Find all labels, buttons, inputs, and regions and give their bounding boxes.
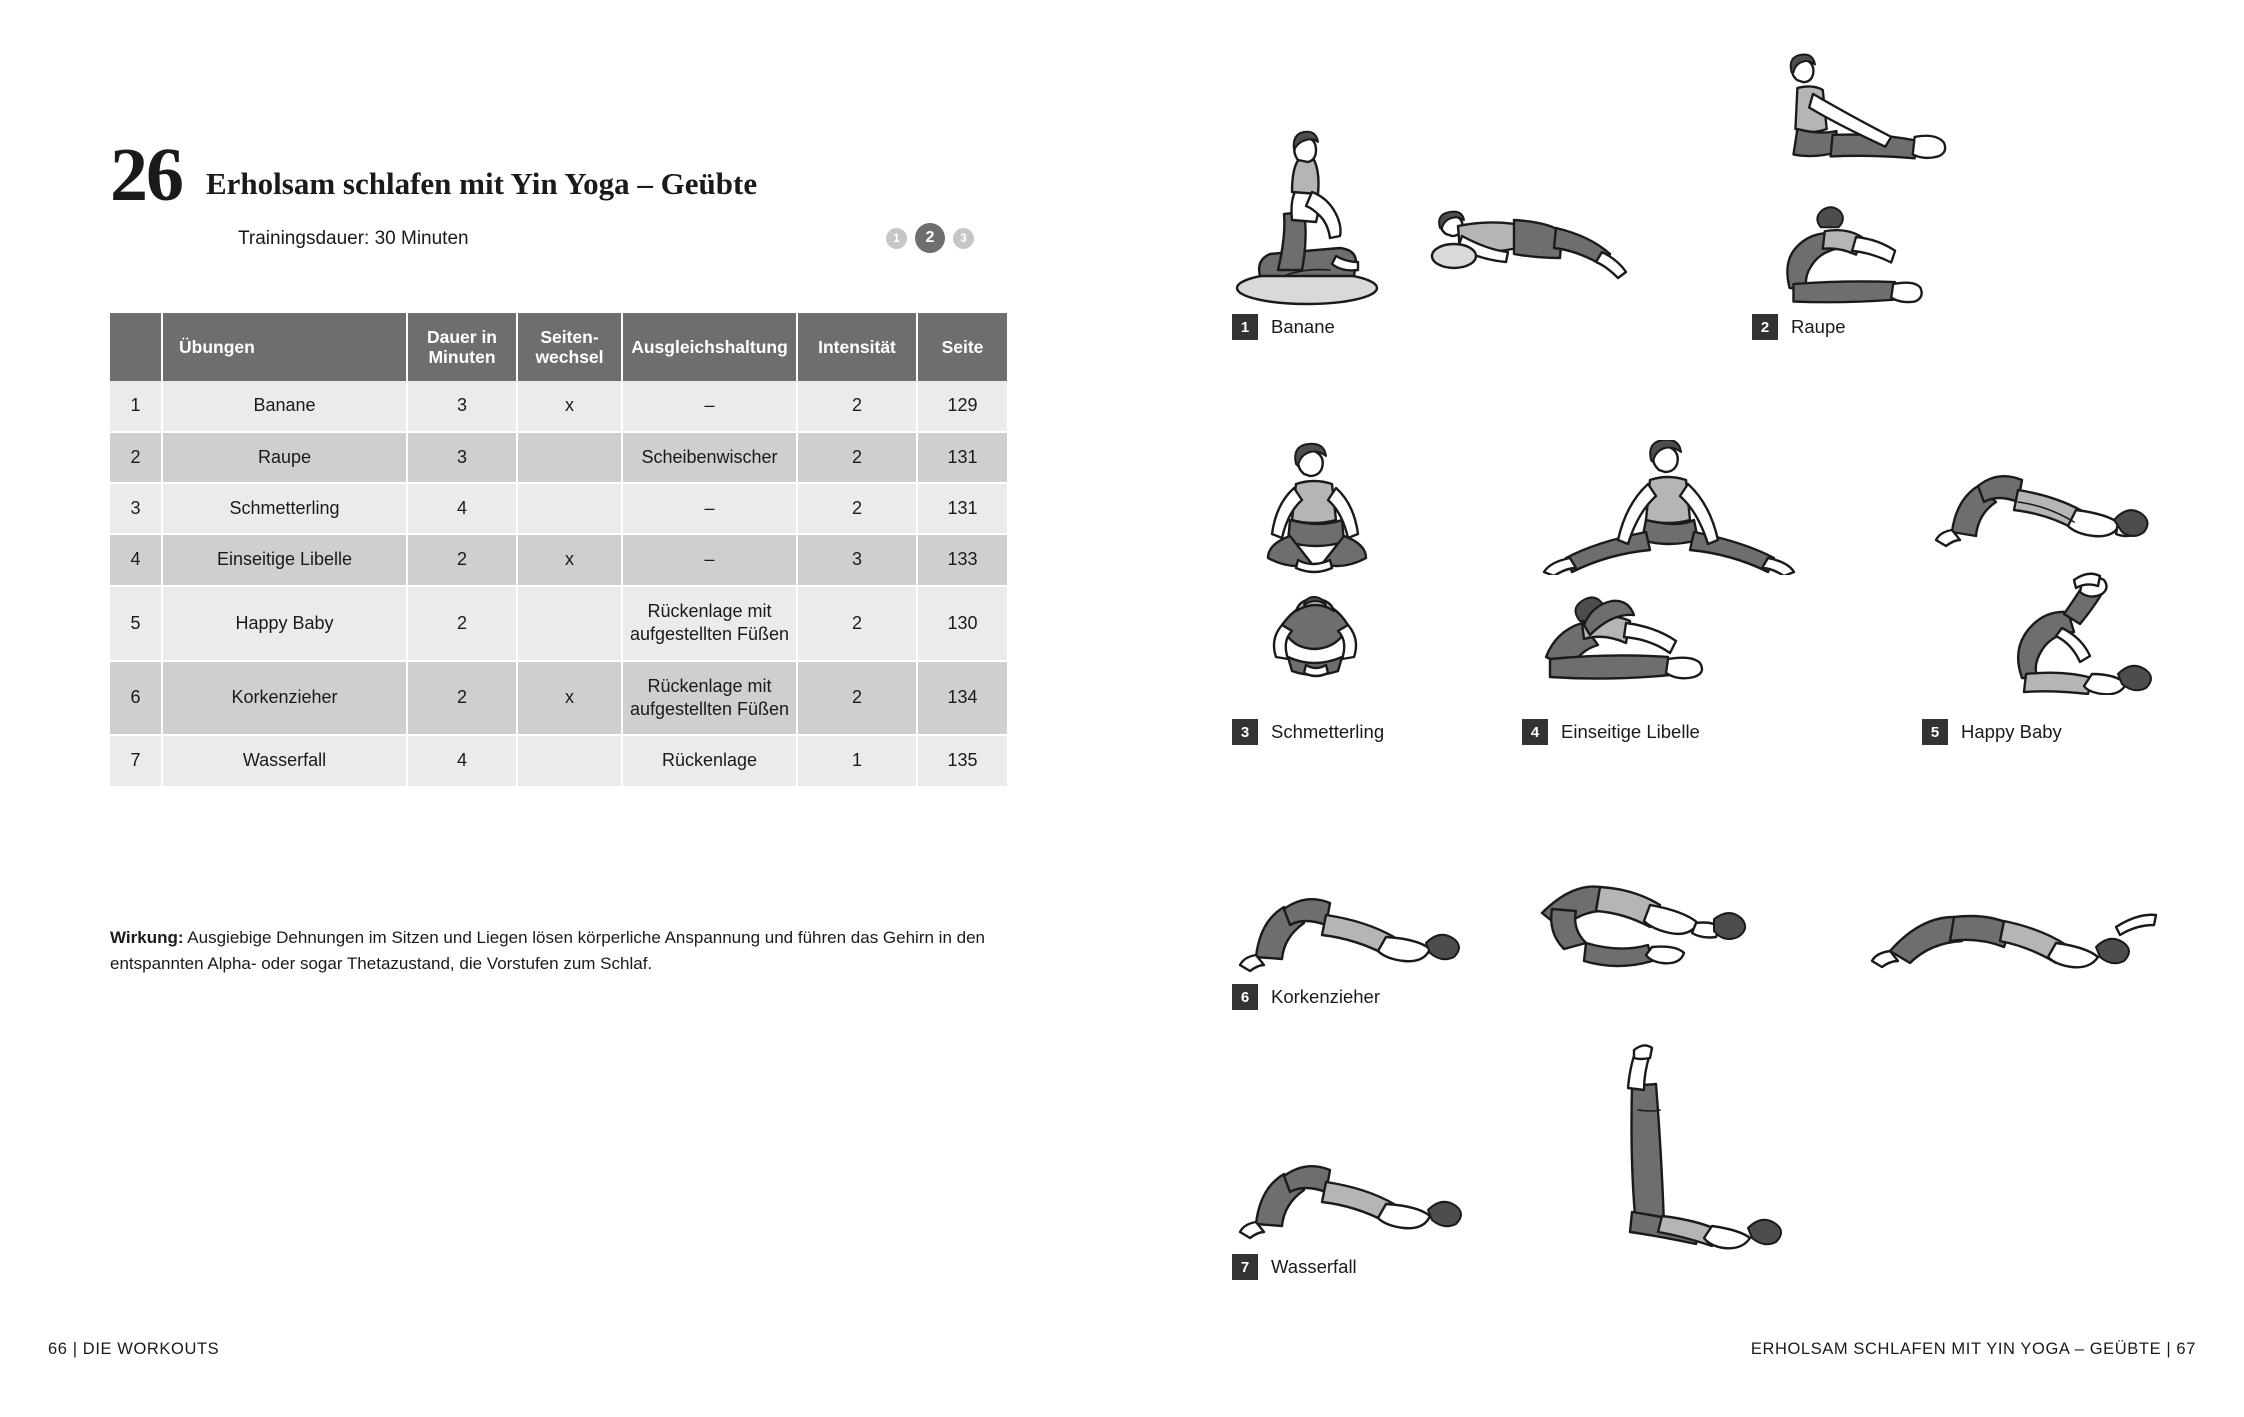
cell-nr: 6 (110, 661, 162, 736)
th-intensitaet: Intensität (797, 313, 917, 381)
exercise-5-badge: 5 (1922, 719, 1948, 745)
exercise-4-figures (1522, 440, 1812, 715)
th-seitenwechsel-label: Seiten- wechsel (535, 327, 604, 368)
figure-bridge-prep (1922, 440, 2172, 560)
cell-uebung: Korkenzieher (162, 661, 407, 736)
cell-uebung: Wasserfall (162, 735, 407, 786)
exercise-4-badge: 4 (1522, 719, 1548, 745)
exercise-2-figures (1752, 45, 1962, 310)
table-header-row (110, 313, 1007, 381)
cell-dauer: 2 (407, 534, 517, 585)
level-dot-2-active: 2 (915, 223, 945, 253)
exercise-3-name: Schmetterling (1271, 721, 1385, 742)
cell-intensitaet: 2 (797, 483, 917, 534)
exercise-5-figures (1922, 440, 2172, 715)
exercise-7-name: Wasserfall (1271, 1256, 1357, 1277)
cell-seitenwechsel: x (517, 381, 622, 431)
duration-row (238, 228, 1010, 262)
th-dauer-label: Dauer in Minuten (426, 327, 498, 368)
cell-intensitaet: 3 (797, 534, 917, 585)
th-seite: Seite (917, 313, 1007, 381)
exercise-6-name: Korkenzieher (1271, 986, 1381, 1007)
workout-number: 26 (110, 133, 182, 217)
exercise-7-badge: 7 (1232, 1254, 1258, 1280)
workout-header (110, 133, 1010, 262)
difficulty-level-indicator (886, 223, 974, 253)
cell-seite: 134 (917, 661, 1007, 736)
cell-intensitaet: 2 (797, 432, 917, 483)
figure-one-leg-dragonfly-fold (1522, 585, 1812, 685)
wirkung-label: Wirkung: (110, 928, 184, 947)
exercise-3-badge: 3 (1232, 719, 1258, 745)
exercise-7-figures (1232, 1030, 1792, 1250)
wirkung-text: Ausgiebige Dehnungen im Sitzen und Liegen lösen körperliche Anspannung und führen das Gehirn in den entspannten Alpha- oder sogar Thetazustand, die Vorstufen zum Schlaf. (110, 928, 985, 974)
right-page (1122, 0, 2244, 1417)
footer-left: 66 | DIE WORKOUTS (48, 1340, 220, 1358)
cell-ausgleich: – (622, 483, 797, 534)
exercise-illustrations (1122, 0, 2244, 1417)
cell-ausgleich: Rückenlage (622, 735, 797, 786)
cell-uebung: Happy Baby (162, 586, 407, 661)
cell-dauer: 2 (407, 661, 517, 736)
exercise-group-7 (1232, 1030, 1792, 1280)
workout-table (110, 313, 1007, 788)
exercise-group-1 (1232, 75, 1636, 340)
exercise-6-badge: 6 (1232, 984, 1258, 1010)
figure-corkscrew-a (1232, 865, 1492, 980)
figure-happy-baby (1922, 570, 2172, 695)
page-title: Erholsam schlafen mit Yin Yoga – Geübte (206, 166, 758, 201)
cell-seitenwechsel: x (517, 534, 622, 585)
exercise-2-badge: 2 (1752, 314, 1778, 340)
figure-seated-forward-fold (1752, 198, 1962, 310)
exercise-3-label (1232, 719, 1397, 745)
cell-nr: 3 (110, 483, 162, 534)
cell-dauer: 2 (407, 586, 517, 661)
figure-wide-leg-seated (1522, 440, 1812, 575)
th-uebungen: Übungen (162, 313, 407, 381)
exercise-1-label (1232, 314, 1636, 340)
cell-uebung: Einseitige Libelle (162, 534, 407, 585)
cell-seitenwechsel (517, 432, 622, 483)
cell-seitenwechsel (517, 735, 622, 786)
cell-seitenwechsel (517, 483, 622, 534)
level-dot-3: 3 (953, 228, 974, 249)
footer-right: ERHOLSAM SCHLAFEN MIT YIN YOGA – GEÜBTE | 67 (1750, 1340, 2196, 1358)
table-row (110, 661, 1007, 736)
figure-corkscrew-c (1860, 865, 2190, 980)
exercise-2-label (1752, 314, 1962, 340)
cell-seite: 131 (917, 432, 1007, 483)
level-dot-1: 1 (886, 228, 907, 249)
cell-uebung: Schmetterling (162, 483, 407, 534)
cell-intensitaet: 2 (797, 586, 917, 661)
table-row (110, 735, 1007, 786)
figure-butterfly-fold (1232, 585, 1397, 685)
figure-corkscrew-b (1516, 865, 1836, 980)
th-index (110, 313, 162, 381)
table-row (110, 432, 1007, 483)
cell-nr: 7 (110, 735, 162, 786)
cell-ausgleich: Scheibenwischer (622, 432, 797, 483)
figure-bridge-rest (1232, 1130, 1502, 1250)
table-row (110, 483, 1007, 534)
figure-butterfly-front (1232, 440, 1397, 575)
th-ausgleichshaltung: Ausgleichshaltung (622, 313, 797, 381)
cell-seite: 131 (917, 483, 1007, 534)
workout-table-wrapper (110, 313, 1007, 788)
exercise-1-badge: 1 (1232, 314, 1258, 340)
cell-uebung: Raupe (162, 432, 407, 483)
cell-seite: 130 (917, 586, 1007, 661)
cell-seite: 129 (917, 381, 1007, 431)
exercise-6-label (1232, 984, 2190, 1010)
cell-ausgleich: – (622, 381, 797, 431)
cell-seitenwechsel (517, 586, 622, 661)
cell-nr: 2 (110, 432, 162, 483)
exercise-7-label (1232, 1254, 1792, 1280)
wirkung-paragraph (110, 925, 1010, 978)
exercise-group-6 (1232, 870, 2190, 1010)
cell-seite: 135 (917, 735, 1007, 786)
exercise-4-label (1522, 719, 1812, 745)
exercise-5-label (1922, 719, 2172, 745)
cell-ausgleich: Rückenlage mit aufgestellten Füßen (622, 586, 797, 661)
th-seitenwechsel (517, 313, 622, 381)
cell-nr: 4 (110, 534, 162, 585)
exercise-1-figures (1232, 75, 1636, 310)
exercise-3-figures (1232, 440, 1397, 715)
exercise-2-name: Raupe (1791, 316, 1846, 337)
table-row (110, 586, 1007, 661)
cell-intensitaet: 1 (797, 735, 917, 786)
exercise-1-name: Banane (1271, 316, 1335, 337)
cell-intensitaet: 2 (797, 661, 917, 736)
figure-waterfall-legs-up (1512, 1040, 1792, 1250)
figure-seated-side-bend (1232, 80, 1392, 310)
table-row (110, 381, 1007, 431)
cell-nr: 1 (110, 381, 162, 431)
training-duration: Trainingsdauer: 30 Minuten (238, 228, 469, 249)
cell-dauer: 4 (407, 735, 517, 786)
exercise-6-figures (1232, 870, 2190, 980)
exercise-group-2 (1752, 45, 1962, 340)
cell-intensitaet: 2 (797, 381, 917, 431)
cell-dauer: 4 (407, 483, 517, 534)
cell-seitenwechsel: x (517, 661, 622, 736)
exercise-4-name: Einseitige Libelle (1561, 721, 1700, 742)
cell-ausgleich: Rückenlage mit aufgestellten Füßen (622, 661, 797, 736)
cell-seite: 133 (917, 534, 1007, 585)
table-row (110, 534, 1007, 585)
cell-ausgleich: – (622, 534, 797, 585)
figure-reclined-banana (1406, 190, 1636, 310)
cell-nr: 5 (110, 586, 162, 661)
exercise-group-4 (1522, 440, 1812, 745)
cell-uebung: Banane (162, 381, 407, 431)
th-dauer (407, 313, 517, 381)
exercise-group-3 (1232, 440, 1397, 745)
cell-dauer: 3 (407, 381, 517, 431)
cell-dauer: 3 (407, 432, 517, 483)
figure-staff-pose (1752, 45, 1962, 192)
exercise-group-5 (1922, 440, 2172, 745)
exercise-5-name: Happy Baby (1961, 721, 2062, 742)
